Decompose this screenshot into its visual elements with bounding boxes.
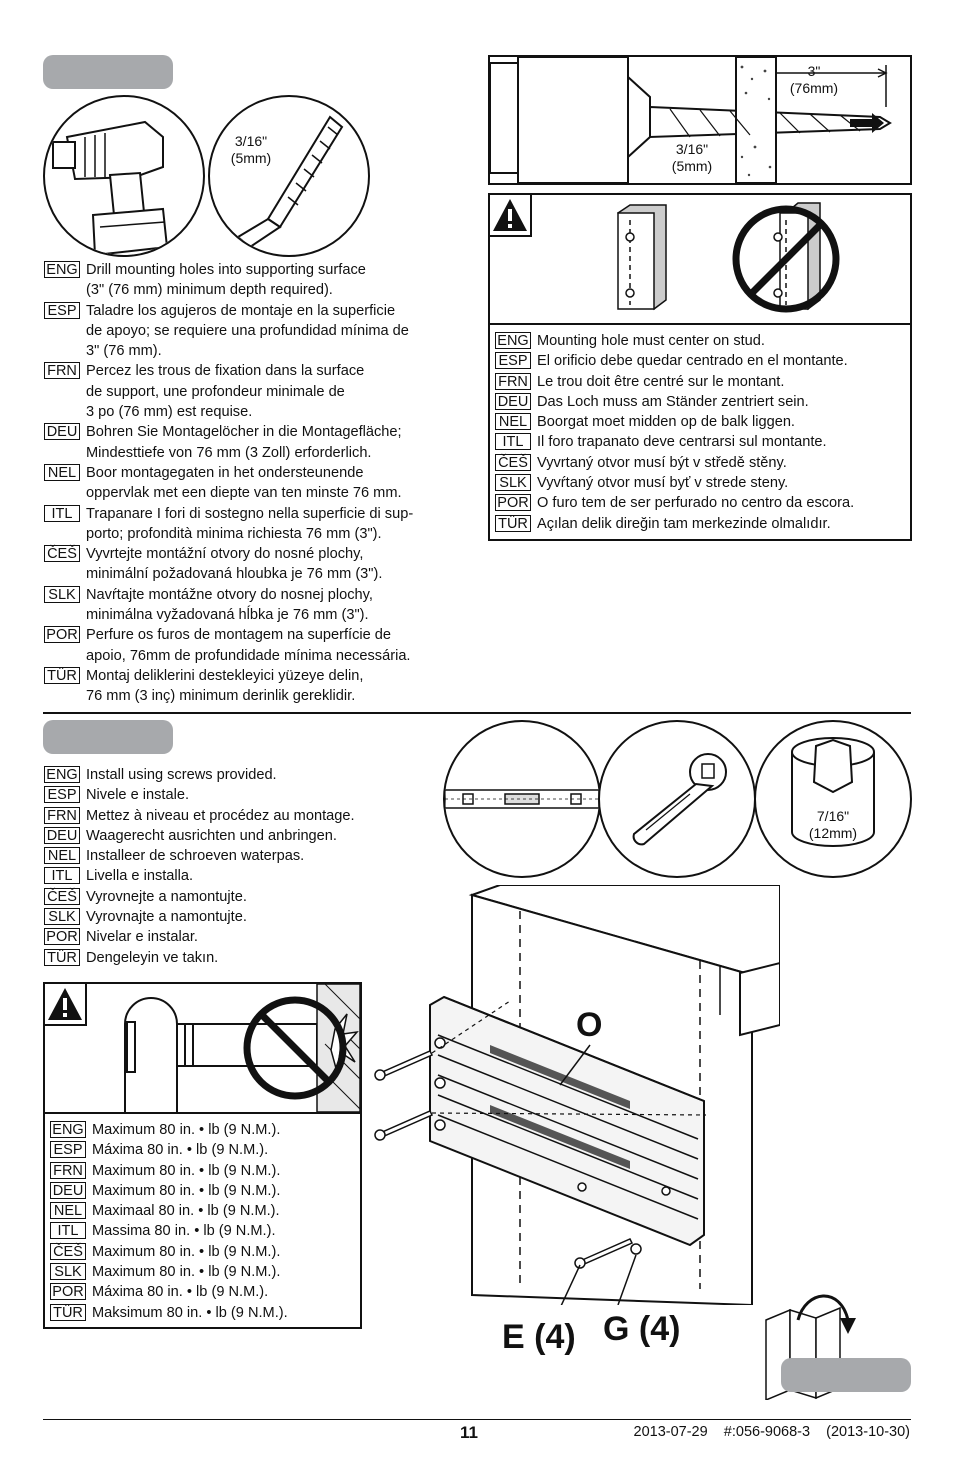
language-code-badge: POR — [44, 626, 80, 643]
language-code-badge: FRN — [44, 362, 80, 379]
drill-illustration — [43, 95, 205, 257]
language-code-badge: TÜR — [50, 1304, 86, 1321]
language-code-badge: TÜR — [495, 515, 531, 532]
instruction-text: Vyvrtaný otvor musí být v středě stěny. — [537, 454, 787, 471]
step2-header-pill — [43, 720, 173, 754]
instruction-text: Installeer de schroeven waterpas. — [86, 848, 305, 865]
next-page-pill — [781, 1358, 911, 1392]
language-row — [495, 392, 905, 412]
instruction-text: Maximum 80 in. • lb (9 N.M.). — [92, 1243, 281, 1260]
stud-warning-box — [488, 193, 912, 541]
language-code-badge: FRN — [495, 373, 531, 390]
drill-icon — [45, 97, 203, 255]
language-row — [50, 1242, 355, 1262]
instruction-text: Il foro trapanato deve centrarsi sul montante. — [537, 434, 827, 451]
language-row — [44, 846, 444, 866]
instruction-text: Maximaal 80 in. • lb (9 N.M.). — [92, 1203, 280, 1220]
language-row — [495, 372, 905, 392]
language-code-badge: ENG — [44, 766, 80, 783]
language-code-badge: ČEŠ — [44, 545, 80, 562]
instruction-text: Waagerecht ausrichten und anbringen. — [86, 827, 337, 844]
instruction-text: El orificio debe quedar centrado en el montante. — [537, 353, 848, 370]
instruction-text: Maximum 80 in. • lb (9 N.M.). — [92, 1122, 281, 1138]
language-row — [44, 666, 474, 707]
drill-bit-label: 3/16" (5mm) — [671, 141, 713, 174]
instruction-text: Boor montagegaten in het ondersteunende oppervlak met een diepte van ten minste 76 mm. — [86, 464, 402, 502]
language-row — [44, 765, 444, 785]
language-row — [50, 1262, 355, 1282]
instruction-text: Maksimum 80 in. • lb (9 N.M.). — [92, 1304, 288, 1321]
instruction-text: Le trou doit être centré sur le montant. — [537, 373, 785, 390]
instruction-text: Maximum 80 in. • lb (9 N.M.). — [92, 1182, 281, 1199]
stud-warning-icon-cell — [490, 195, 532, 237]
language-code-badge: NEL — [495, 413, 531, 430]
instruction-text: Boorgat moet midden op de balk liggen. — [537, 414, 795, 431]
stud-centering-diagram — [590, 195, 910, 323]
stud-warning-instructions — [495, 331, 905, 534]
instruction-text: Montaj deliklerini destekleyici yüzeye delin, 76 mm (3 inç) minimum derinlik gereklidir. — [86, 667, 364, 705]
language-row — [495, 493, 905, 513]
warning-triangle-icon — [490, 195, 530, 235]
instruction-text: O furo tem de ser perfurado no centro da escora. — [537, 495, 855, 512]
socket-icon — [756, 722, 910, 876]
language-code-badge: ITL — [44, 867, 80, 884]
instruction-text: Máxima 80 in. • lb (9 N.M.). — [92, 1142, 269, 1159]
socket-illustration — [754, 720, 912, 878]
language-code-badge: FRN — [44, 807, 80, 824]
language-code-badge: SLK — [50, 1263, 86, 1280]
language-row — [495, 514, 905, 534]
language-row — [50, 1282, 355, 1302]
language-row — [50, 1221, 355, 1241]
language-code-badge: DEU — [50, 1182, 86, 1199]
language-code-badge: ITL — [50, 1222, 86, 1239]
ratchet-illustration — [598, 720, 756, 878]
instruction-text: Vyrovnejte a namontujte. — [86, 888, 247, 905]
language-code-badge: ENG — [495, 332, 531, 349]
language-row — [44, 866, 444, 886]
language-row — [50, 1303, 355, 1323]
instruction-text: Vyvrtejte montážní otvory do nosné plochy, minimální požadovaná hloubka je 76 mm (3"). — [86, 546, 383, 583]
instruction-text: Perfure os furos de montagem na superfície de apoio, 76mm de profundidade mínima necessária. — [86, 627, 411, 664]
instruction-text: Máxima 80 in. • lb (9 N.M.). — [92, 1284, 269, 1301]
part-o-label: O — [576, 1006, 603, 1044]
torque-warning-icon-cell — [45, 984, 87, 1026]
language-row — [44, 422, 474, 463]
language-row — [44, 361, 474, 422]
language-row — [495, 432, 905, 452]
overtighten-diagram — [85, 984, 360, 1112]
torque-warning-box — [43, 982, 362, 1329]
instruction-text: Maximum 80 in. • lb (9 N.M.). — [92, 1264, 281, 1281]
instruction-text: Nivelar e instalar. — [86, 929, 198, 946]
instruction-text: Maximum 80 in. • lb (9 N.M.). — [92, 1162, 281, 1179]
language-code-badge: POR — [44, 928, 80, 945]
part-g-label: G (4) — [603, 1310, 681, 1348]
language-row — [50, 1181, 355, 1201]
instruction-text: Bohren Sie Montagelöcher in die Montagefläche; Mindesttiefe von 76 mm (3 Zoll) erforderlich. — [86, 424, 402, 461]
language-row — [44, 785, 444, 805]
language-row — [44, 585, 474, 626]
instruction-text: Trapanare I fori di sostegno nella superficie di sup- porto; profondità minima richiesta 76 mm (3"). — [86, 505, 414, 542]
language-code-badge: ESP — [44, 302, 80, 319]
instruction-text: Vyrovnajte a namontujte. — [86, 909, 247, 926]
section-divider — [43, 712, 911, 714]
level-icon — [445, 722, 599, 876]
language-row — [50, 1161, 355, 1181]
socket-size-label: 7/16" (12mm) — [808, 808, 858, 841]
instruction-text: Drill mounting holes into supporting surface (3" (76 mm) minimum depth required). — [86, 262, 366, 299]
footer-rule — [43, 1419, 911, 1420]
torque-warning-divider — [45, 1112, 360, 1114]
language-row — [44, 504, 474, 545]
language-row — [44, 260, 474, 301]
instruction-text: Taladre los agujeros de montaje en la superficie de apoyo; se requiere una profundidad mínima de 3" (76 mm). — [86, 302, 409, 360]
instruction-text: Açılan delik direğin tam merkezinde olmalıdır. — [537, 515, 831, 532]
instruction-text: Dengeleyin ve takın. — [86, 949, 219, 966]
torque-warning-instructions — [50, 1120, 355, 1323]
language-code-badge: SLK — [44, 586, 80, 603]
instruction-text: Install using screws provided. — [86, 767, 277, 783]
language-code-badge: NEL — [44, 464, 80, 481]
language-row — [50, 1201, 355, 1221]
language-code-badge: ESP — [495, 352, 531, 369]
language-code-badge: SLK — [44, 908, 80, 925]
step1-header-pill — [43, 55, 173, 89]
warning-triangle-icon — [45, 984, 85, 1024]
instruction-text: Mounting hole must center on stud. — [537, 333, 765, 349]
language-code-badge: TÜR — [44, 949, 80, 966]
wall-plate-assembly-diagram — [360, 885, 780, 1305]
language-code-badge: ITL — [44, 505, 80, 522]
language-code-badge: ESP — [44, 786, 80, 803]
language-code-badge: FRN — [50, 1162, 86, 1179]
instruction-text: Das Loch muss am Ständer zentriert sein. — [537, 393, 809, 410]
language-code-badge: TÜR — [44, 667, 80, 684]
language-row — [495, 331, 905, 351]
language-row — [44, 301, 474, 362]
step1-instructions — [44, 260, 474, 707]
drill-depth-detail — [488, 55, 912, 185]
language-row — [495, 412, 905, 432]
language-row — [50, 1120, 355, 1140]
instruction-text: Nivele e instale. — [86, 787, 190, 804]
level-tool-illustration — [443, 720, 601, 878]
language-row — [50, 1140, 355, 1160]
language-code-badge: ENG — [50, 1121, 86, 1138]
ratchet-wrench-icon — [600, 722, 754, 876]
drill-bit-icon — [210, 97, 368, 255]
instruction-text: Mettez à niveau et procédez au montage. — [86, 807, 355, 824]
language-row — [44, 625, 474, 666]
language-code-badge: ČEŠ — [44, 888, 80, 905]
instruction-text: Vyvŕtaný otvor musí byť v strede steny. — [537, 475, 789, 492]
language-row — [44, 806, 444, 826]
language-row — [495, 351, 905, 371]
language-code-badge: POR — [495, 494, 531, 511]
drill-bit-size-label: 3/16" (5mm) — [230, 133, 272, 166]
language-row — [44, 826, 444, 846]
document-info: 2013-07-29 #:056-9068-3 (2013-10-30) — [633, 1424, 910, 1440]
stud-warning-divider — [490, 323, 910, 325]
language-code-badge: DEU — [44, 423, 80, 440]
part-e-label: E (4) — [502, 1318, 576, 1356]
language-row — [44, 544, 474, 585]
language-code-badge: ESP — [50, 1141, 86, 1158]
language-code-badge: NEL — [44, 847, 80, 864]
language-code-badge: ITL — [495, 433, 531, 450]
instruction-text: Percez les trous de fixation dans la surface de support, une profondeur minimale de 3 po (76 mm) est requise. — [86, 363, 365, 421]
drill-depth-label: 3" (76mm) — [789, 63, 839, 96]
instruction-text: Navŕtajte montážne otvory do nosnej plochy, minimálna vyžadovaná hĺbka je 76 mm (3"). — [86, 586, 373, 624]
instruction-text: Livella e installa. — [86, 868, 194, 885]
language-code-badge: NEL — [50, 1202, 86, 1219]
page-number: 11 — [460, 1423, 478, 1442]
language-code-badge: POR — [50, 1283, 86, 1300]
language-code-badge: ČEŠ — [50, 1243, 86, 1260]
language-row — [495, 473, 905, 493]
language-code-badge: ENG — [44, 261, 80, 278]
language-code-badge: SLK — [495, 474, 531, 491]
language-code-badge: DEU — [495, 393, 531, 410]
drill-bit-illustration — [208, 95, 370, 257]
language-row — [495, 453, 905, 473]
language-row — [44, 463, 474, 504]
instruction-text: Massima 80 in. • lb (9 N.M.). — [92, 1223, 276, 1240]
language-code-badge: ČEŠ — [495, 454, 531, 471]
language-code-badge: DEU — [44, 827, 80, 844]
